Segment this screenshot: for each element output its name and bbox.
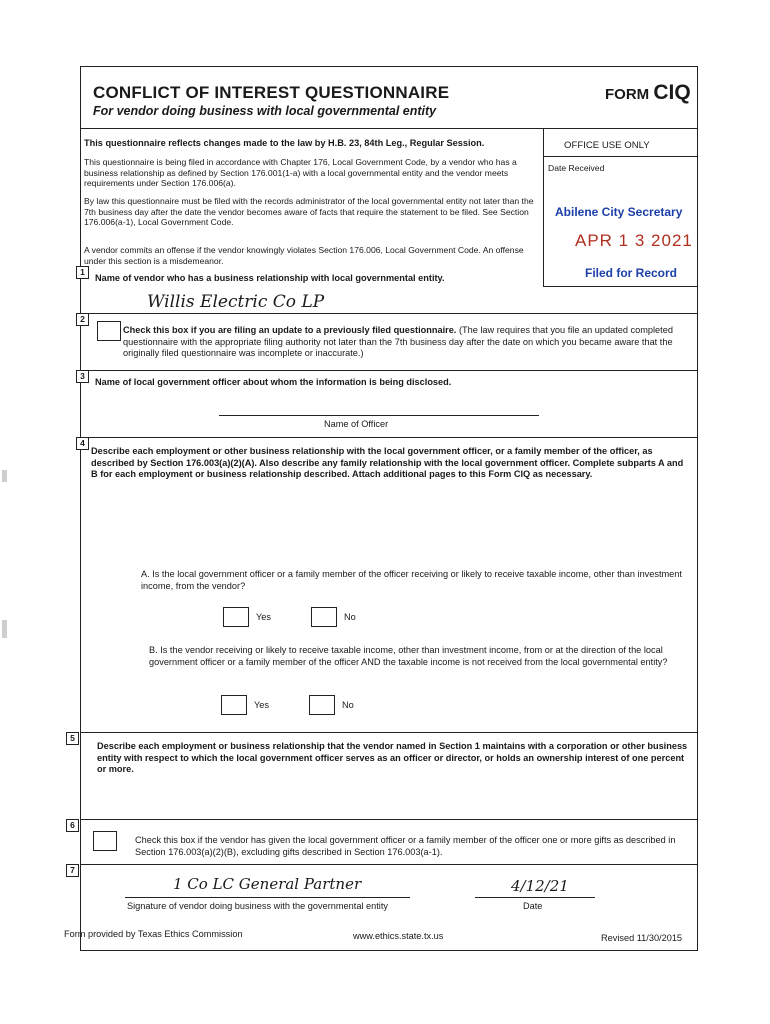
section6-label: Check this box if the vendor has given the local government officer or a family member of the officer one or more gifts as described in Section 176.003(a)(2)(B), excluding gifts described in Section 176.003(a-1).: [135, 835, 676, 857]
question-b: B. Is the vendor receiving or likely to receive taxable income, other than investment income, from or at the direction of the local government officer or a family member of the officer AND the taxable income is not received from the local governmental entity?: [149, 645, 668, 667]
divider: [81, 370, 697, 371]
update-checkbox[interactable]: [97, 321, 121, 341]
ciq-form: [70, 66, 698, 951]
divider: [81, 128, 697, 129]
footer-revised: Revised 11/30/2015: [601, 933, 683, 943]
divider: [543, 156, 697, 157]
section-number: 3: [76, 370, 89, 383]
form-title: CONFLICT OF INTEREST QUESTIONNAIRE: [93, 83, 450, 102]
section-number: 7: [66, 864, 79, 877]
question-a-yes-label: Yes: [256, 612, 271, 622]
stamp-filed: Filed for Record: [585, 266, 678, 280]
section5-label: Describe each employment or business relationship that the vendor named in Section 1 maintains with a corporation or other business entity with respect to which the local government officer serves as an officer or director, or holds an ownership interest of one percent or more.: [97, 741, 688, 774]
question-b-no-label: No: [342, 700, 354, 710]
date-caption: Date: [523, 901, 543, 911]
scan-mark: [2, 470, 7, 482]
office-box-left: [543, 128, 544, 286]
stamp-entity: Abilene City Secretary: [555, 205, 683, 219]
stamp-date: APR 1 3 2021: [575, 231, 693, 250]
section-number: 4: [76, 437, 89, 450]
divider: [81, 864, 697, 865]
section2-text: [123, 325, 683, 360]
section-number: 5: [66, 732, 79, 745]
divider: [543, 286, 697, 287]
office-use-heading: OFFICE USE ONLY: [564, 140, 650, 151]
footer-url[interactable]: www.ethics.state.tx.us: [353, 931, 444, 941]
section1-label: Name of vendor who has a business relationship with local governmental entity.: [95, 273, 445, 283]
question-a-no-checkbox[interactable]: [311, 607, 337, 627]
intro-p2: This questionnaire is being filed in accordance with Chapter 176, Local Government Code, by a vendor who has a business relationship as defined by Section 176.001(1-a) with a local governmental entity and the vendor meets requirements under Section 176.006(a).: [84, 157, 517, 188]
question-a: A. Is the local government officer or a family member of the officer receiving or likely to receive taxable income, other than investment income, from the vendor?: [141, 569, 682, 591]
form-code: [605, 81, 691, 105]
section2-label: Check this box if you are filing an update to a previously filed questionnaire.: [123, 325, 457, 335]
divider: [81, 819, 697, 820]
question-b-yes-checkbox[interactable]: [221, 695, 247, 715]
section3-label: Name of local government officer about whom the information is being disclosed.: [95, 377, 452, 387]
date-received-label: Date Received: [548, 163, 605, 173]
form-code-value: CIQ: [653, 81, 691, 104]
signature-value[interactable]: 1 Co LC General Partner: [173, 875, 362, 893]
officer-name-line[interactable]: [219, 415, 539, 416]
divider: [81, 437, 697, 438]
signature-line: [125, 897, 410, 898]
footer-left: Form provided by Texas Ethics Commission: [64, 929, 243, 939]
question-a-no-label: No: [344, 612, 356, 622]
intro-p4: A vendor commits an offense if the vendor knowingly violates Section 176.006, Local Government Code. An offense under this section is a misdemeanor.: [84, 245, 524, 266]
form-subtitle: For vendor doing business with local governmental entity: [93, 104, 437, 118]
scan-mark: [2, 620, 7, 638]
officer-name-caption: Name of Officer: [324, 419, 389, 429]
vendor-name-value[interactable]: Willis Electric Co LP: [147, 292, 325, 312]
question-a-yes-checkbox[interactable]: [223, 607, 249, 627]
question-b-yes-label: Yes: [254, 700, 269, 710]
form-label: FORM: [605, 86, 650, 103]
gift-checkbox[interactable]: [93, 831, 117, 851]
section4-label: Describe each employment or other business relationship with the local government officer, or a family member of the officer, as described by Section 176.003(a)(2)(A). Also describe any family relationship with the local government officer. Complete subparts A and B for each employment or business relationship described. Attach additional pages to this Form CIQ as necessary.: [91, 446, 684, 479]
divider: [81, 732, 697, 733]
section-number: 2: [76, 313, 89, 326]
intro-p3: By law this questionnaire must be filed with the records administrator of the local governmental entity not later than the 7th business day after the date the vendor becomes aware of facts that require the statement to be filed. See Section 176.006(a-1), Local Government Code.: [84, 196, 534, 227]
signature-caption: Signature of vendor doing business with the governmental entity: [127, 901, 388, 911]
section-number: 1: [76, 266, 89, 279]
date-line: [475, 897, 595, 898]
section-number: 6: [66, 819, 79, 832]
intro-p1: This questionnaire reflects changes made to the law by H.B. 23, 84th Leg., Regular Session.: [84, 138, 485, 148]
section2-note: (The law requires that you file an updated completed questionnaire with the appropriate filing authority not later than the 7th business day after the date on which you became aware that the originally filed questionnaire was incomplete or inaccurate.): [123, 325, 673, 358]
divider: [81, 313, 697, 314]
question-b-no-checkbox[interactable]: [309, 695, 335, 715]
date-value[interactable]: 4/12/21: [511, 877, 569, 895]
